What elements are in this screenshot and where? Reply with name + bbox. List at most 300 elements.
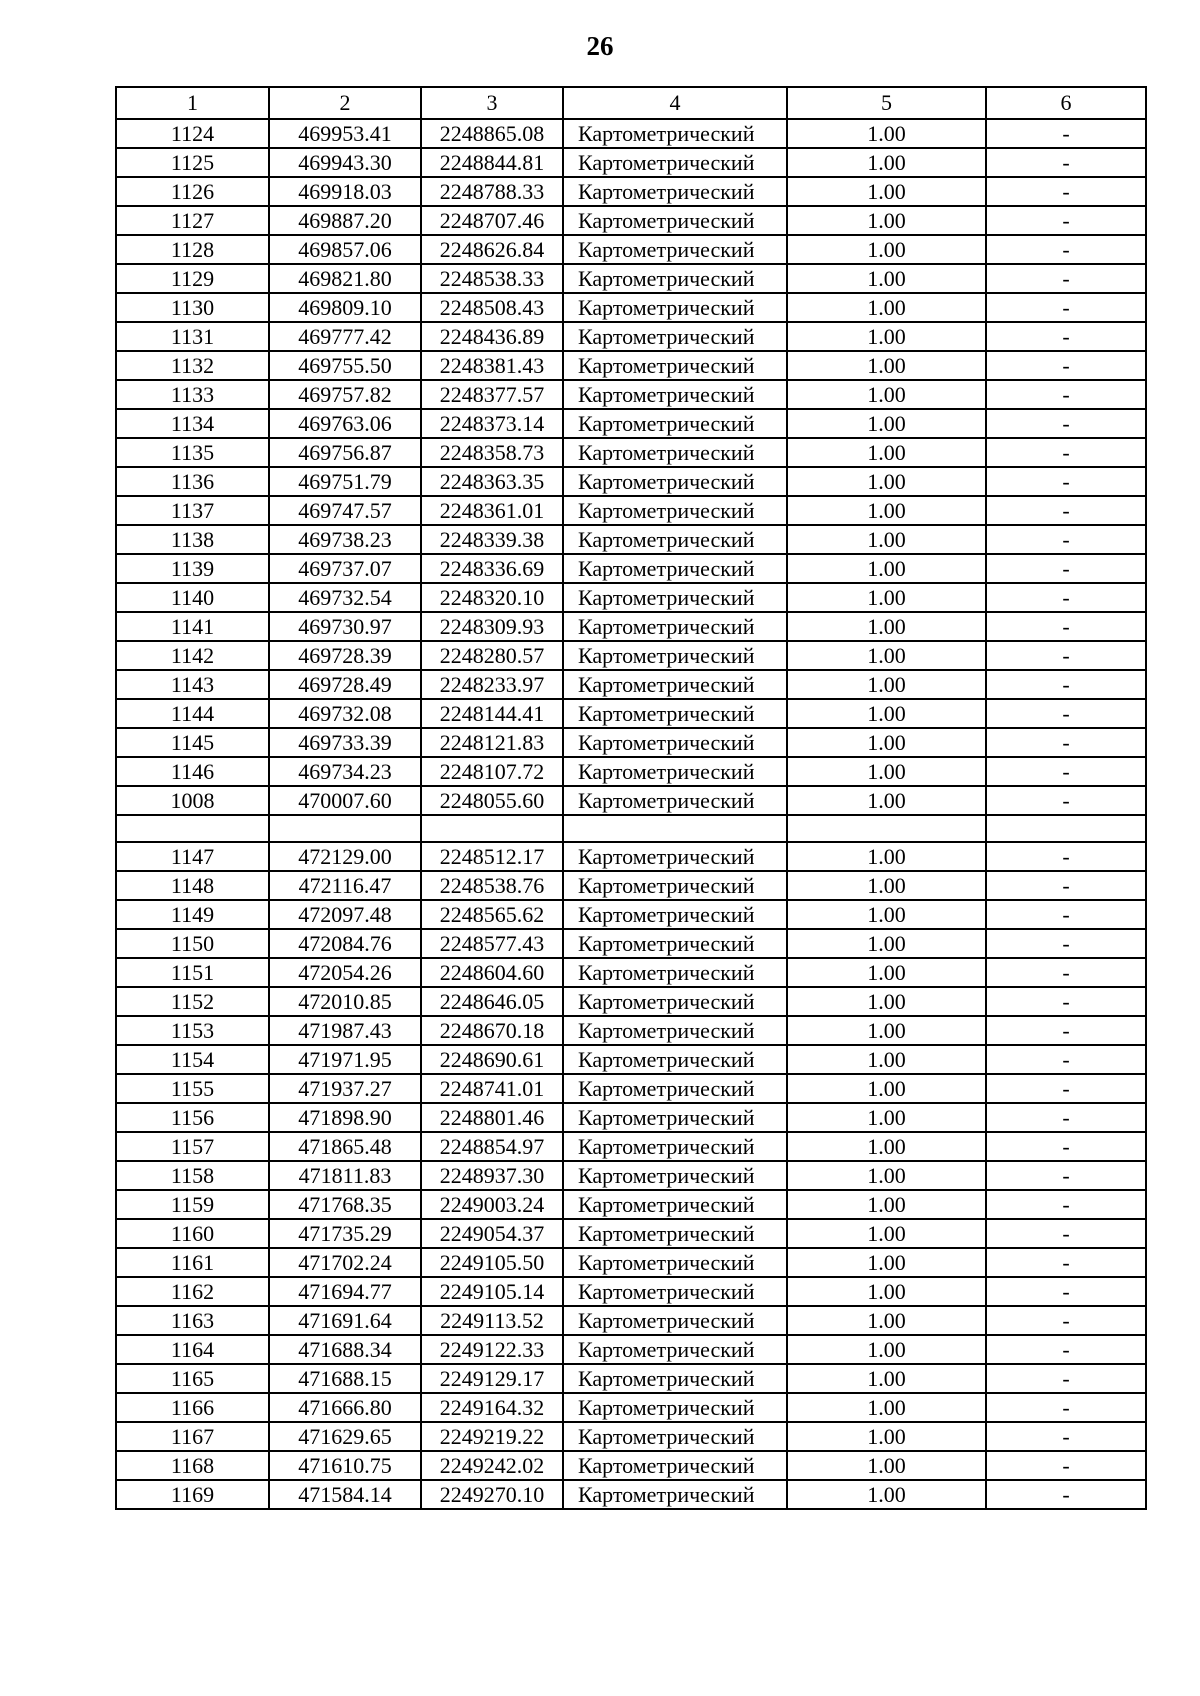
accuracy-cell: 1.00 [787, 293, 986, 322]
description-cell: - [986, 351, 1146, 380]
y-coordinate-cell: 2248055.60 [421, 786, 563, 815]
accuracy-cell: 1.00 [787, 177, 986, 206]
description-cell: - [986, 728, 1146, 757]
x-coordinate-cell: 469821.80 [269, 264, 421, 293]
description-cell: - [986, 496, 1146, 525]
x-coordinate-cell [269, 815, 421, 842]
method-cell: Картометрический [563, 380, 787, 409]
point-number-cell: 1156 [116, 1103, 269, 1132]
accuracy-cell: 1.00 [787, 1248, 986, 1277]
method-cell: Картометрический [563, 1451, 787, 1480]
method-cell: Картометрический [563, 699, 787, 728]
point-number-cell: 1147 [116, 842, 269, 871]
description-cell: - [986, 1016, 1146, 1045]
table-row [116, 1219, 1146, 1248]
accuracy-cell: 1.00 [787, 958, 986, 987]
description-cell: - [986, 322, 1146, 351]
table-row [116, 1132, 1146, 1161]
point-number-cell: 1126 [116, 177, 269, 206]
point-number-cell: 1155 [116, 1074, 269, 1103]
point-number-cell: 1128 [116, 235, 269, 264]
x-coordinate-cell: 471937.27 [269, 1074, 421, 1103]
method-cell: Картометрический [563, 264, 787, 293]
table-row [116, 496, 1146, 525]
description-cell: - [986, 583, 1146, 612]
point-number-cell: 1160 [116, 1219, 269, 1248]
description-cell: - [986, 1219, 1146, 1248]
y-coordinate-cell: 2248358.73 [421, 438, 563, 467]
description-cell: - [986, 380, 1146, 409]
table-row [116, 264, 1146, 293]
point-number-cell: 1167 [116, 1422, 269, 1451]
y-coordinate-cell: 2248626.84 [421, 235, 563, 264]
method-cell: Картометрический [563, 1248, 787, 1277]
x-coordinate-cell: 469918.03 [269, 177, 421, 206]
point-number-cell: 1150 [116, 929, 269, 958]
method-cell: Картометрический [563, 583, 787, 612]
y-coordinate-cell: 2248339.38 [421, 525, 563, 554]
method-cell [563, 815, 787, 842]
accuracy-cell: 1.00 [787, 525, 986, 554]
description-cell [986, 815, 1146, 842]
point-number-cell: 1127 [116, 206, 269, 235]
x-coordinate-cell: 471688.15 [269, 1364, 421, 1393]
accuracy-cell: 1.00 [787, 148, 986, 177]
point-number-cell: 1169 [116, 1480, 269, 1509]
description-cell: - [986, 1422, 1146, 1451]
x-coordinate-cell: 471768.35 [269, 1190, 421, 1219]
point-number-cell: 1154 [116, 1045, 269, 1074]
point-number-cell: 1143 [116, 670, 269, 699]
table-row [116, 815, 1146, 842]
y-coordinate-cell: 2248363.35 [421, 467, 563, 496]
point-number-cell: 1159 [116, 1190, 269, 1219]
point-number-cell: 1152 [116, 987, 269, 1016]
x-coordinate-cell: 471987.43 [269, 1016, 421, 1045]
method-cell: Картометрический [563, 1306, 787, 1335]
table-row [116, 1103, 1146, 1132]
table-row [116, 842, 1146, 871]
y-coordinate-cell: 2249105.50 [421, 1248, 563, 1277]
description-cell: - [986, 264, 1146, 293]
point-number-cell: 1134 [116, 409, 269, 438]
method-cell: Картометрический [563, 670, 787, 699]
method-cell: Картометрический [563, 1393, 787, 1422]
y-coordinate-cell: 2248508.43 [421, 293, 563, 322]
method-cell: Картометрический [563, 525, 787, 554]
table-row [116, 554, 1146, 583]
header-cell-4: 4 [563, 87, 787, 119]
accuracy-cell: 1.00 [787, 1277, 986, 1306]
point-number-cell: 1125 [116, 148, 269, 177]
y-coordinate-cell: 2248373.14 [421, 409, 563, 438]
y-coordinate-cell: 2249242.02 [421, 1451, 563, 1480]
description-cell: - [986, 1364, 1146, 1393]
table-row [116, 293, 1146, 322]
point-number-cell: 1135 [116, 438, 269, 467]
method-cell: Картометрический [563, 1016, 787, 1045]
method-cell: Картометрический [563, 786, 787, 815]
table-row [116, 641, 1146, 670]
description-cell: - [986, 871, 1146, 900]
table-row [116, 728, 1146, 757]
table-row [116, 1248, 1146, 1277]
x-coordinate-cell: 471629.65 [269, 1422, 421, 1451]
table-row [116, 1451, 1146, 1480]
y-coordinate-cell: 2248512.17 [421, 842, 563, 871]
description-cell: - [986, 699, 1146, 728]
point-number-cell: 1008 [116, 786, 269, 815]
method-cell: Картометрический [563, 1074, 787, 1103]
table-row [116, 612, 1146, 641]
y-coordinate-cell: 2248377.57 [421, 380, 563, 409]
accuracy-cell: 1.00 [787, 380, 986, 409]
x-coordinate-cell: 469943.30 [269, 148, 421, 177]
y-coordinate-cell: 2248309.93 [421, 612, 563, 641]
accuracy-cell: 1.00 [787, 583, 986, 612]
method-cell: Картометрический [563, 554, 787, 583]
header-cell-5: 5 [787, 87, 986, 119]
point-number-cell: 1136 [116, 467, 269, 496]
x-coordinate-cell: 469732.08 [269, 699, 421, 728]
y-coordinate-cell: 2249113.52 [421, 1306, 563, 1335]
description-cell: - [986, 757, 1146, 786]
point-number-cell: 1162 [116, 1277, 269, 1306]
table-row [116, 177, 1146, 206]
accuracy-cell: 1.00 [787, 612, 986, 641]
table-row [116, 467, 1146, 496]
table-row [116, 1190, 1146, 1219]
y-coordinate-cell: 2248937.30 [421, 1161, 563, 1190]
accuracy-cell: 1.00 [787, 1306, 986, 1335]
x-coordinate-cell: 472097.48 [269, 900, 421, 929]
point-number-cell: 1129 [116, 264, 269, 293]
description-cell: - [986, 1277, 1146, 1306]
y-coordinate-cell: 2248577.43 [421, 929, 563, 958]
x-coordinate-cell: 471865.48 [269, 1132, 421, 1161]
y-coordinate-cell: 2248121.83 [421, 728, 563, 757]
accuracy-cell: 1.00 [787, 496, 986, 525]
description-cell: - [986, 148, 1146, 177]
accuracy-cell: 1.00 [787, 987, 986, 1016]
description-cell: - [986, 525, 1146, 554]
point-number-cell: 1158 [116, 1161, 269, 1190]
accuracy-cell: 1.00 [787, 1480, 986, 1509]
x-coordinate-cell: 472010.85 [269, 987, 421, 1016]
y-coordinate-cell: 2248107.72 [421, 757, 563, 786]
accuracy-cell: 1.00 [787, 786, 986, 815]
point-number-cell: 1165 [116, 1364, 269, 1393]
y-coordinate-cell: 2249219.22 [421, 1422, 563, 1451]
description-cell: - [986, 1161, 1146, 1190]
y-coordinate-cell: 2248646.05 [421, 987, 563, 1016]
x-coordinate-cell: 469747.57 [269, 496, 421, 525]
accuracy-cell: 1.00 [787, 351, 986, 380]
table-row [116, 1480, 1146, 1509]
x-coordinate-cell: 471584.14 [269, 1480, 421, 1509]
accuracy-cell: 1.00 [787, 1190, 986, 1219]
description-cell: - [986, 1132, 1146, 1161]
accuracy-cell: 1.00 [787, 1451, 986, 1480]
point-number-cell: 1161 [116, 1248, 269, 1277]
x-coordinate-cell: 471691.64 [269, 1306, 421, 1335]
table-header-row [116, 87, 1146, 119]
x-coordinate-cell: 471898.90 [269, 1103, 421, 1132]
accuracy-cell: 1.00 [787, 1016, 986, 1045]
table-row [116, 1393, 1146, 1422]
point-number-cell: 1137 [116, 496, 269, 525]
x-coordinate-cell: 469756.87 [269, 438, 421, 467]
accuracy-cell: 1.00 [787, 1364, 986, 1393]
method-cell: Картометрический [563, 293, 787, 322]
description-cell: - [986, 786, 1146, 815]
accuracy-cell: 1.00 [787, 699, 986, 728]
accuracy-cell: 1.00 [787, 1074, 986, 1103]
description-cell: - [986, 293, 1146, 322]
description-cell: - [986, 467, 1146, 496]
table-row [116, 670, 1146, 699]
point-number-cell: 1140 [116, 583, 269, 612]
point-number-cell: 1151 [116, 958, 269, 987]
accuracy-cell: 1.00 [787, 1219, 986, 1248]
table-body [116, 87, 1146, 1509]
table-row [116, 786, 1146, 815]
method-cell: Картометрический [563, 148, 787, 177]
x-coordinate-cell: 469737.07 [269, 554, 421, 583]
y-coordinate-cell: 2249003.24 [421, 1190, 563, 1219]
x-coordinate-cell: 471811.83 [269, 1161, 421, 1190]
x-coordinate-cell: 469953.41 [269, 119, 421, 148]
accuracy-cell: 1.00 [787, 900, 986, 929]
method-cell: Картометрический [563, 1335, 787, 1364]
x-coordinate-cell: 469887.20 [269, 206, 421, 235]
description-cell: - [986, 177, 1146, 206]
description-cell: - [986, 987, 1146, 1016]
description-cell: - [986, 1480, 1146, 1509]
table-row [116, 583, 1146, 612]
y-coordinate-cell: 2248233.97 [421, 670, 563, 699]
x-coordinate-cell: 471694.77 [269, 1277, 421, 1306]
description-cell: - [986, 612, 1146, 641]
table-row [116, 757, 1146, 786]
x-coordinate-cell: 469728.49 [269, 670, 421, 699]
method-cell: Картометрический [563, 177, 787, 206]
page-number: 26 [586, 31, 614, 61]
method-cell: Картометрический [563, 496, 787, 525]
point-number-cell: 1124 [116, 119, 269, 148]
y-coordinate-cell: 2248741.01 [421, 1074, 563, 1103]
table-row [116, 699, 1146, 728]
y-coordinate-cell: 2249105.14 [421, 1277, 563, 1306]
description-cell: - [986, 842, 1146, 871]
method-cell: Картометрический [563, 900, 787, 929]
description-cell: - [986, 554, 1146, 583]
table-row [116, 958, 1146, 987]
description-cell: - [986, 929, 1146, 958]
method-cell: Картометрический [563, 351, 787, 380]
y-coordinate-cell: 2248865.08 [421, 119, 563, 148]
point-number-cell [116, 815, 269, 842]
point-number-cell: 1157 [116, 1132, 269, 1161]
x-coordinate-cell: 471610.75 [269, 1451, 421, 1480]
method-cell: Картометрический [563, 1219, 787, 1248]
y-coordinate-cell: 2249129.17 [421, 1364, 563, 1393]
table-row [116, 1364, 1146, 1393]
method-cell: Картометрический [563, 842, 787, 871]
point-number-cell: 1163 [116, 1306, 269, 1335]
method-cell: Картометрический [563, 1422, 787, 1451]
accuracy-cell: 1.00 [787, 235, 986, 264]
method-cell: Картометрический [563, 1103, 787, 1132]
method-cell: Картометрический [563, 409, 787, 438]
description-cell: - [986, 119, 1146, 148]
accuracy-cell: 1.00 [787, 554, 986, 583]
accuracy-cell: 1.00 [787, 264, 986, 293]
x-coordinate-cell: 469733.39 [269, 728, 421, 757]
method-cell: Картометрический [563, 1190, 787, 1219]
x-coordinate-cell: 471971.95 [269, 1045, 421, 1074]
accuracy-cell: 1.00 [787, 1045, 986, 1074]
method-cell: Картометрический [563, 119, 787, 148]
point-number-cell: 1139 [116, 554, 269, 583]
x-coordinate-cell: 469777.42 [269, 322, 421, 351]
method-cell: Картометрический [563, 206, 787, 235]
y-coordinate-cell: 2249122.33 [421, 1335, 563, 1364]
y-coordinate-cell [421, 815, 563, 842]
y-coordinate-cell: 2249054.37 [421, 1219, 563, 1248]
table-row [116, 1016, 1146, 1045]
point-number-cell: 1144 [116, 699, 269, 728]
accuracy-cell: 1.00 [787, 670, 986, 699]
y-coordinate-cell: 2248280.57 [421, 641, 563, 670]
description-cell: - [986, 900, 1146, 929]
table-row [116, 900, 1146, 929]
y-coordinate-cell: 2248604.60 [421, 958, 563, 987]
method-cell: Картометрический [563, 728, 787, 757]
method-cell: Картометрический [563, 1132, 787, 1161]
y-coordinate-cell: 2248788.33 [421, 177, 563, 206]
accuracy-cell: 1.00 [787, 438, 986, 467]
y-coordinate-cell: 2248565.62 [421, 900, 563, 929]
point-number-cell: 1131 [116, 322, 269, 351]
x-coordinate-cell: 469757.82 [269, 380, 421, 409]
method-cell: Картометрический [563, 1045, 787, 1074]
method-cell: Картометрический [563, 1364, 787, 1393]
method-cell: Картометрический [563, 467, 787, 496]
y-coordinate-cell: 2248381.43 [421, 351, 563, 380]
table-row [116, 1422, 1146, 1451]
x-coordinate-cell: 472054.26 [269, 958, 421, 987]
y-coordinate-cell: 2248320.10 [421, 583, 563, 612]
point-number-cell: 1138 [116, 525, 269, 554]
table-row [116, 235, 1146, 264]
y-coordinate-cell: 2248436.89 [421, 322, 563, 351]
accuracy-cell: 1.00 [787, 871, 986, 900]
table-row [116, 871, 1146, 900]
y-coordinate-cell: 2248670.18 [421, 1016, 563, 1045]
accuracy-cell: 1.00 [787, 1161, 986, 1190]
method-cell: Картометрический [563, 871, 787, 900]
table-row [116, 148, 1146, 177]
accuracy-cell: 1.00 [787, 409, 986, 438]
y-coordinate-cell: 2248844.81 [421, 148, 563, 177]
x-coordinate-cell: 469751.79 [269, 467, 421, 496]
table-row [116, 1306, 1146, 1335]
method-cell: Картометрический [563, 322, 787, 351]
point-number-cell: 1153 [116, 1016, 269, 1045]
point-number-cell: 1168 [116, 1451, 269, 1480]
y-coordinate-cell: 2248707.46 [421, 206, 563, 235]
point-number-cell: 1164 [116, 1335, 269, 1364]
y-coordinate-cell: 2248361.01 [421, 496, 563, 525]
accuracy-cell: 1.00 [787, 119, 986, 148]
x-coordinate-cell: 472129.00 [269, 842, 421, 871]
accuracy-cell [787, 815, 986, 842]
accuracy-cell: 1.00 [787, 1393, 986, 1422]
accuracy-cell: 1.00 [787, 728, 986, 757]
x-coordinate-cell: 471688.34 [269, 1335, 421, 1364]
description-cell: - [986, 1335, 1146, 1364]
y-coordinate-cell: 2248801.46 [421, 1103, 563, 1132]
table-row [116, 929, 1146, 958]
description-cell: - [986, 1248, 1146, 1277]
table-row [116, 409, 1146, 438]
x-coordinate-cell: 470007.60 [269, 786, 421, 815]
table-row [116, 380, 1146, 409]
point-number-cell: 1148 [116, 871, 269, 900]
x-coordinate-cell: 471666.80 [269, 1393, 421, 1422]
table-row [116, 1335, 1146, 1364]
point-number-cell: 1145 [116, 728, 269, 757]
method-cell: Картометрический [563, 641, 787, 670]
method-cell: Картометрический [563, 1480, 787, 1509]
x-coordinate-cell: 469857.06 [269, 235, 421, 264]
coordinates-table [115, 86, 1147, 1510]
point-number-cell: 1130 [116, 293, 269, 322]
y-coordinate-cell: 2248690.61 [421, 1045, 563, 1074]
header-cell-1: 1 [116, 87, 269, 119]
description-cell: - [986, 641, 1146, 670]
description-cell: - [986, 1074, 1146, 1103]
table-row [116, 322, 1146, 351]
table-row [116, 1045, 1146, 1074]
method-cell: Картометрический [563, 438, 787, 467]
point-number-cell: 1149 [116, 900, 269, 929]
accuracy-cell: 1.00 [787, 467, 986, 496]
table-row [116, 1074, 1146, 1103]
method-cell: Картометрический [563, 757, 787, 786]
accuracy-cell: 1.00 [787, 929, 986, 958]
y-coordinate-cell: 2248538.33 [421, 264, 563, 293]
description-cell: - [986, 670, 1146, 699]
y-coordinate-cell: 2249270.10 [421, 1480, 563, 1509]
table-row [116, 1277, 1146, 1306]
method-cell: Картометрический [563, 929, 787, 958]
x-coordinate-cell: 471735.29 [269, 1219, 421, 1248]
accuracy-cell: 1.00 [787, 842, 986, 871]
point-number-cell: 1146 [116, 757, 269, 786]
x-coordinate-cell: 469728.39 [269, 641, 421, 670]
table-row [116, 438, 1146, 467]
description-cell: - [986, 206, 1146, 235]
header-cell-2: 2 [269, 87, 421, 119]
y-coordinate-cell: 2248336.69 [421, 554, 563, 583]
method-cell: Картометрический [563, 612, 787, 641]
accuracy-cell: 1.00 [787, 641, 986, 670]
method-cell: Картометрический [563, 235, 787, 264]
x-coordinate-cell: 472116.47 [269, 871, 421, 900]
table-row [116, 1161, 1146, 1190]
